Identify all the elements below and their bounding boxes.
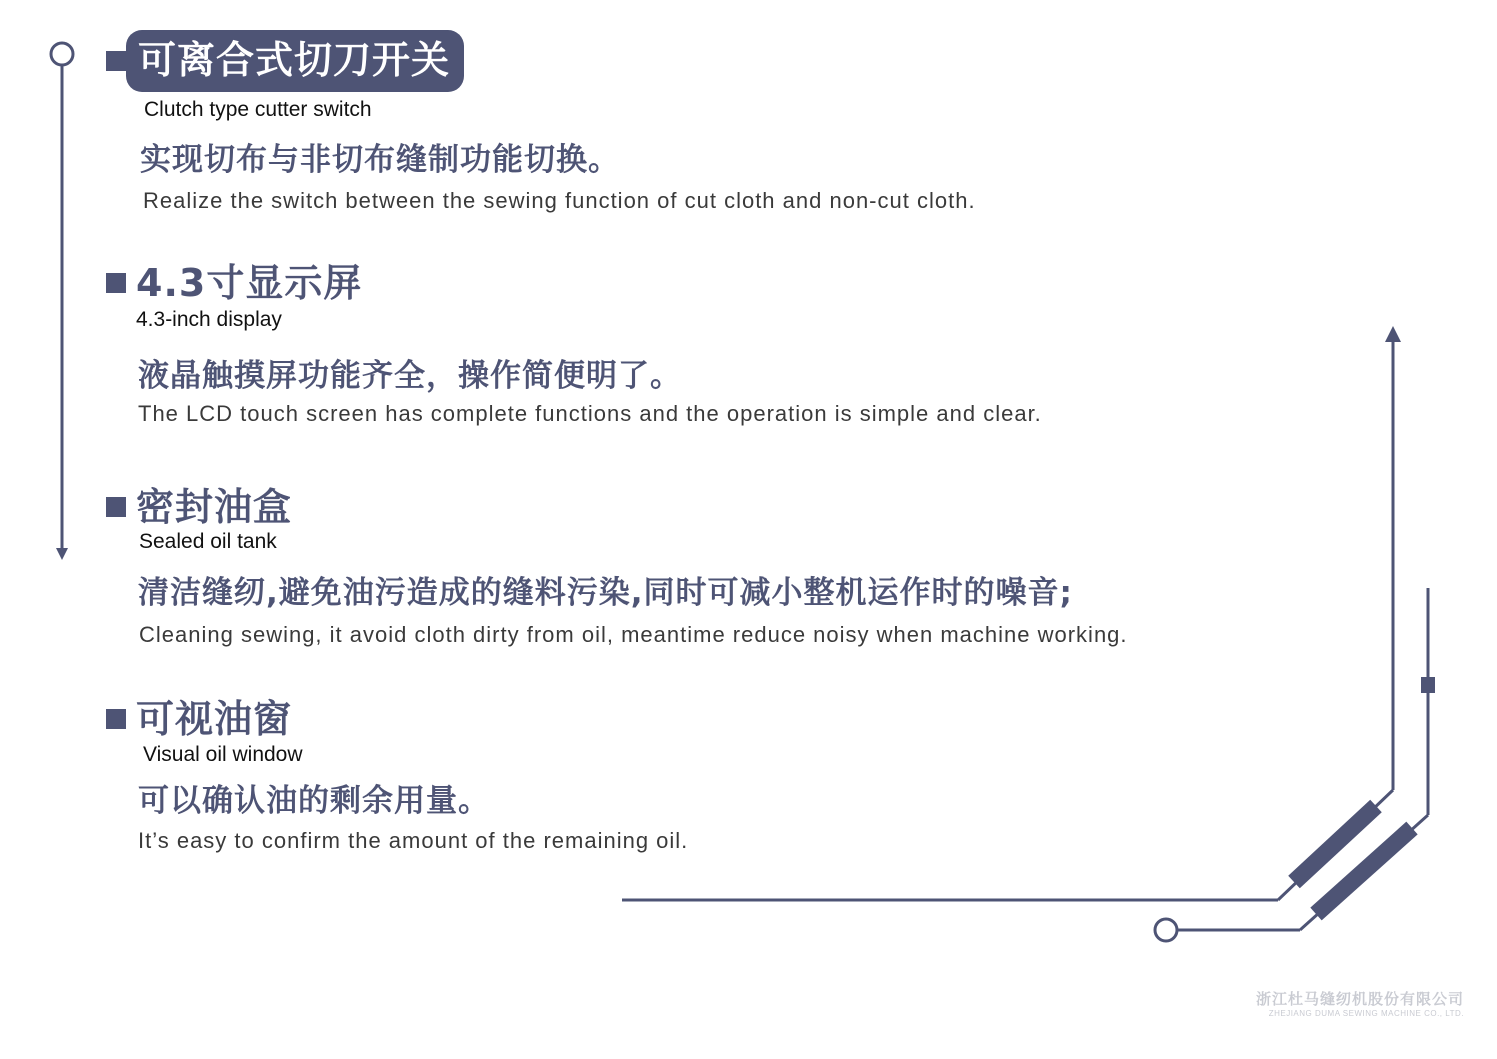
feature-3-desc-en: Cleaning sewing, it avoid cloth dirty from oil, meantime reduce noisy when machine working. [139,622,1128,647]
right-line-end-circle [1155,919,1177,941]
feature-4-heading [106,696,292,742]
left-arrow-down-icon [56,548,68,560]
feature-2-desc-en: The LCD touch screen has complete functions and the operation is simple and clear. [138,401,1042,426]
bullet-square-icon [106,497,126,517]
company-logo [1234,988,1464,1018]
feature-2-desc-cn: 液晶触摸屏功能齐全，操作简便明了。 [138,358,682,394]
company-name-cn: 浙江杜马缝纫机股份有限公司 [1255,990,1464,1008]
feature-1-desc-cn: 实现切布与非切布缝制功能切换。 [140,142,620,178]
feature-3-subtitle: Sealed oil tank [139,530,277,553]
feature-1-title: 可离合式切刀开关 [126,30,464,92]
feature-4-desc-cn: 可以确认油的剩余用量。 [138,783,490,819]
feature-2-subtitle: 4.3-inch display [136,308,282,331]
feature-2-heading [106,260,362,306]
feature-4-title: 可视油窗 [136,697,293,741]
feature-1-desc-en: Realize the switch between the sewing function of cut cloth and non-cut cloth. [143,188,976,213]
bullet-square-icon [106,51,126,71]
bullet-square-icon [106,273,126,293]
feature-3-heading [106,484,292,530]
bullet-square-icon [106,709,126,729]
feature-1-subtitle: Clutch type cutter switch [144,98,372,121]
feature-1-heading [106,30,464,92]
feature-2-title: 4.3寸显示屏 [136,261,363,305]
feature-3-desc-cn: 清洁缝纫,避免油污造成的缝料污染,同时可减小整机运作时的噪音; [138,575,1073,611]
feature-4-subtitle: Visual oil window [143,743,303,766]
feature-3-title: 密封油盒 [136,485,293,529]
feature-4-desc-en: It’s easy to confirm the amount of the remaining oil. [138,828,689,853]
right-arrow-up-icon [1385,326,1401,342]
company-name-en: ZHEJIANG DUMA SEWING MACHINE CO., LTD. [1268,1009,1464,1018]
left-line-start-circle [51,43,73,65]
